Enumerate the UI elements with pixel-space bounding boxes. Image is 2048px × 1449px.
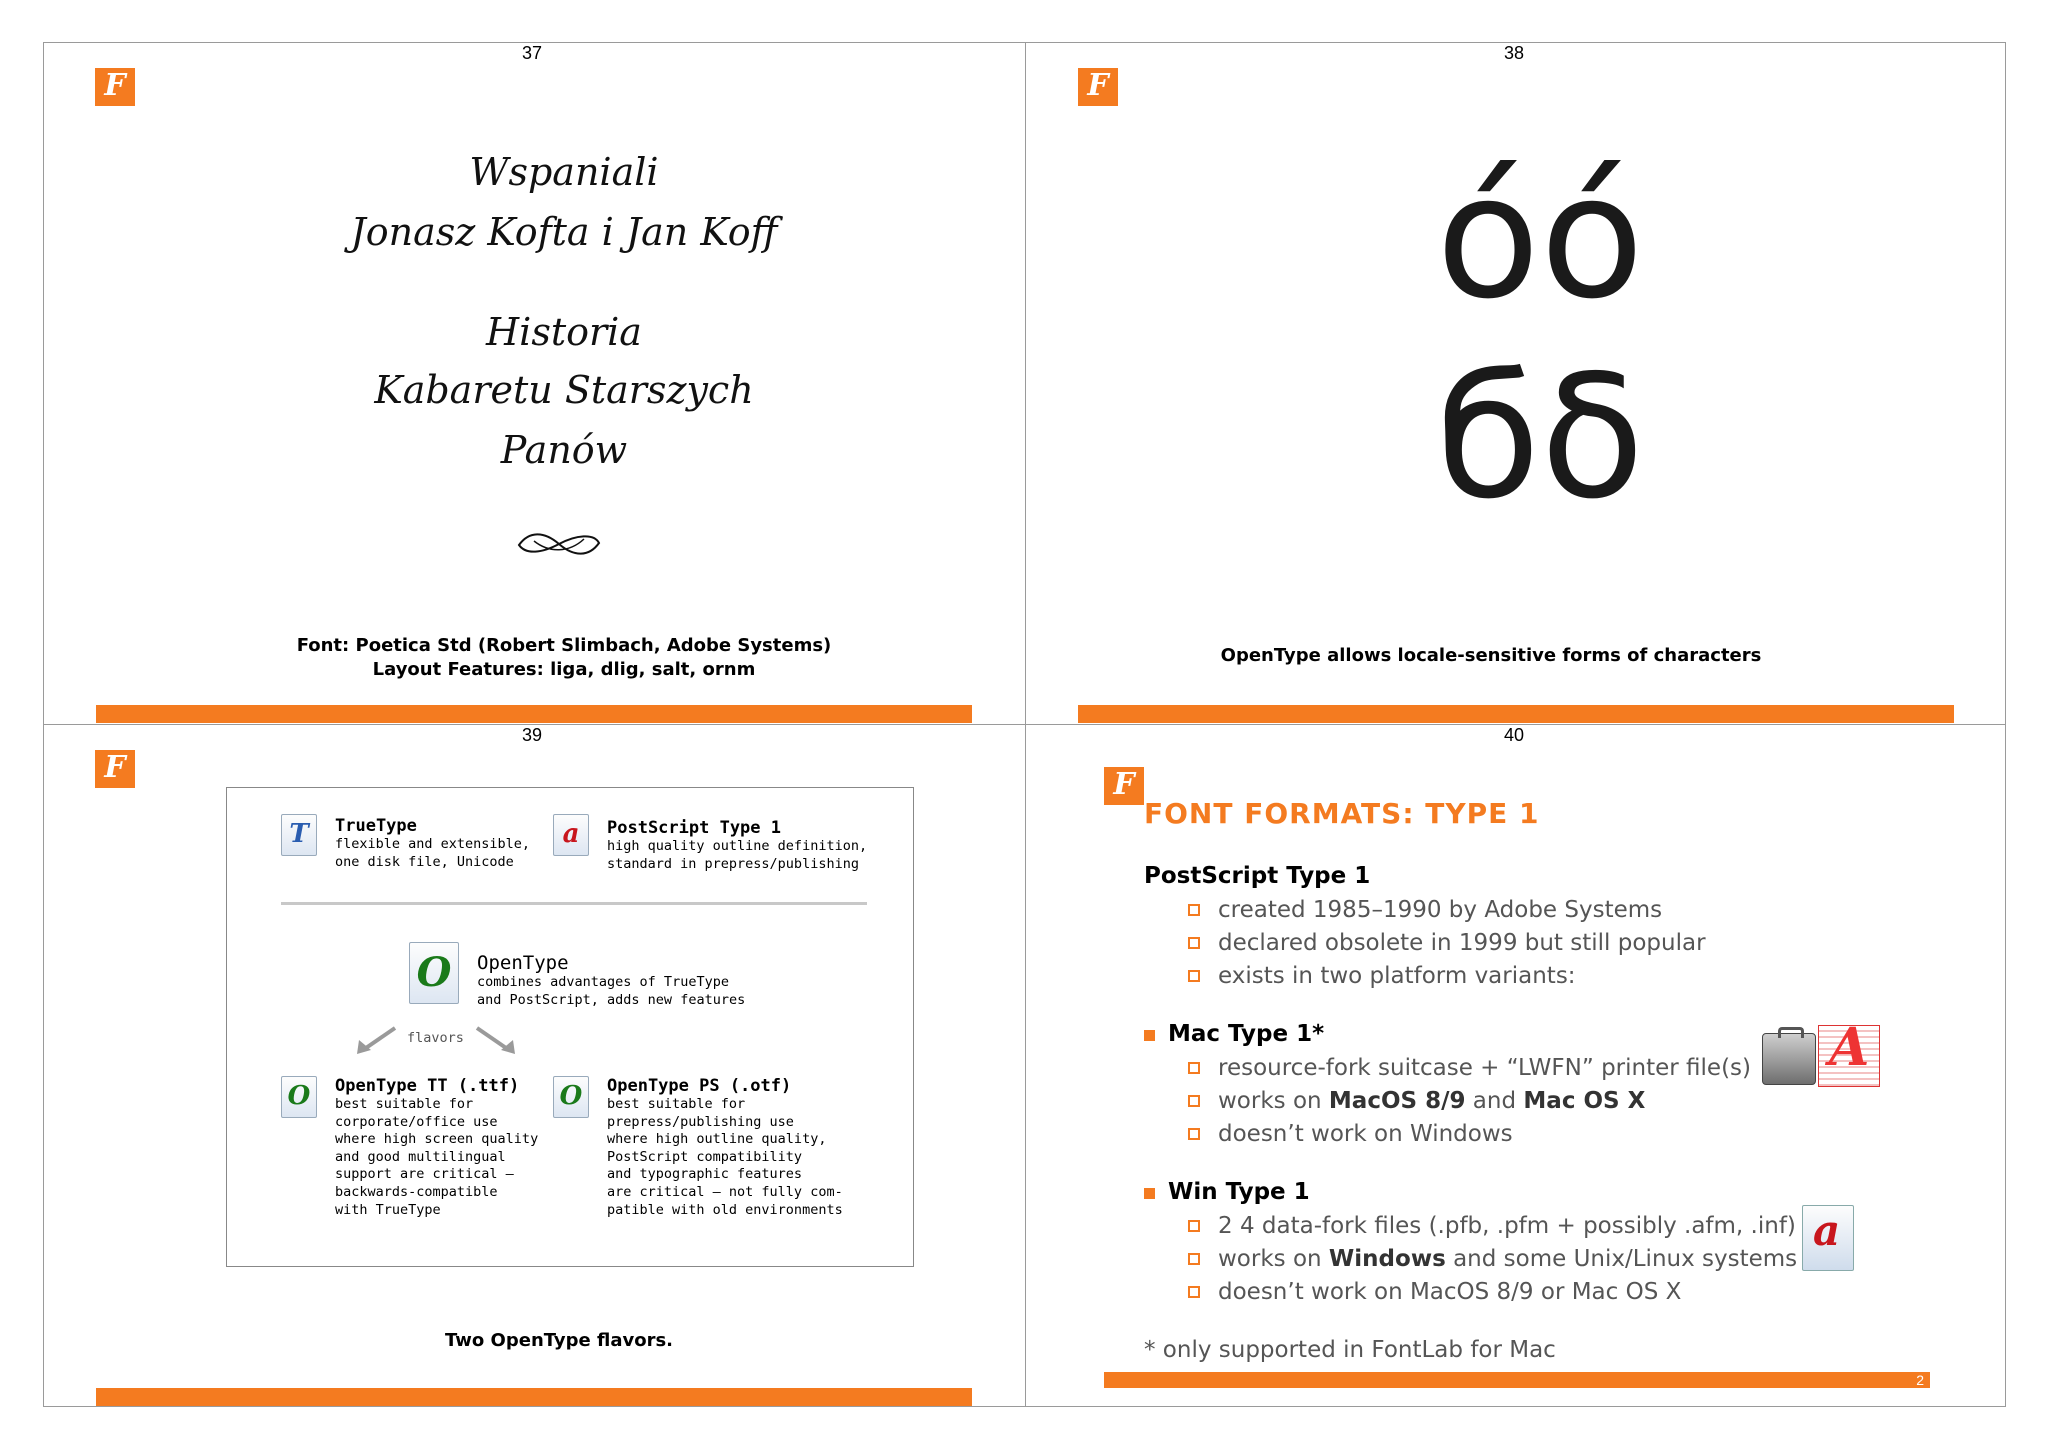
opentype-ps-title: OpenType PS (.otf) bbox=[607, 1076, 792, 1096]
mac-item-2: works on MacOS 8/9 and Mac OS X bbox=[1218, 1088, 1646, 1114]
script-line-1: Wspaniali bbox=[469, 150, 659, 194]
mac-printer-file-icon: A bbox=[1818, 1025, 1880, 1087]
left-arrow-icon bbox=[355, 1024, 399, 1056]
opentype-tt-title: OpenType TT (.ttf) bbox=[335, 1076, 520, 1096]
slide38-caption: OpenType allows locale-sensitive forms of characters bbox=[1220, 645, 1762, 666]
footnote: * only supported in FontLab for Mac bbox=[1144, 1337, 1556, 1363]
win-item-1: 2 4 data-fork files (.pfb, .pfm + possibly .afm, .inf) bbox=[1218, 1213, 1796, 1239]
slide-38 bbox=[1026, 43, 2005, 724]
page-number: 38 bbox=[1503, 43, 1525, 63]
logo-letter: F bbox=[1113, 767, 1135, 802]
flavors-label: flavors bbox=[407, 1030, 464, 1046]
page-number: 39 bbox=[521, 725, 543, 745]
orange-footer-bar bbox=[96, 705, 972, 723]
opentype-ps-file-icon: O bbox=[553, 1076, 589, 1118]
truetype-file-icon: T bbox=[281, 814, 317, 856]
truetype-title: TrueType bbox=[335, 816, 417, 836]
truetype-description: flexible and extensible, one disk file, Unicode bbox=[335, 836, 531, 870]
opentype-file-icon: O bbox=[409, 942, 459, 1004]
opentype-title: OpenType bbox=[477, 952, 569, 974]
logo-letter: F bbox=[1087, 68, 1109, 103]
footer-page-number: 2 bbox=[1916, 1372, 1924, 1388]
slide-40 bbox=[1026, 725, 2005, 1406]
orange-footer-bar bbox=[1078, 705, 1954, 723]
postscript-title: PostScript Type 1 bbox=[607, 818, 781, 838]
postscript-file-icon: a bbox=[553, 814, 589, 856]
slide-39 bbox=[44, 725, 1025, 1406]
mac-item-3: doesn’t work on Windows bbox=[1218, 1121, 1513, 1147]
logo-letter: F bbox=[104, 68, 126, 103]
logo-letter: F bbox=[104, 750, 126, 785]
opentype-description: combines advantages of TrueType and PostScript, adds new features bbox=[477, 974, 746, 1008]
script-line-2: Jonasz Kofta i Jan Koff bbox=[350, 210, 778, 254]
slide39-caption: Two OpenType flavors. bbox=[444, 1330, 674, 1351]
glyph-row-2: бδ bbox=[1435, 339, 1645, 537]
slide-title: FONT FORMATS: TYPE 1 bbox=[1144, 797, 1540, 830]
win-item-2: works on Windows and some Unix/Linux systems bbox=[1218, 1246, 1798, 1272]
mac-type1-heading: Mac Type 1* bbox=[1168, 1021, 1325, 1047]
fontlab-logo bbox=[1078, 68, 1118, 106]
mac-item-1: resource-fork suitcase + “LWFN” printer file(s) bbox=[1218, 1055, 1751, 1081]
opentype-tt-description: best suitable for corporate/office use where high screen quality and good multilingual support are critical — backwards-compatible with TrueType bbox=[335, 1096, 539, 1218]
intro-item-1: created 1985–1990 by Adobe Systems bbox=[1218, 897, 1663, 923]
postscript-type1-heading: PostScript Type 1 bbox=[1144, 863, 1371, 889]
right-arrow-icon bbox=[473, 1024, 517, 1056]
slide37-caption-line-2: Layout Features: liga, dlig, salt, ornm bbox=[372, 659, 756, 680]
page-number: 40 bbox=[1503, 725, 1525, 745]
win-type1-heading: Win Type 1 bbox=[1168, 1179, 1310, 1205]
slide-37 bbox=[44, 43, 1025, 724]
fontlab-logo bbox=[95, 750, 135, 788]
orange-footer-bar bbox=[1104, 1372, 1930, 1388]
ornament-icon bbox=[514, 527, 604, 561]
intro-item-2: declared obsolete in 1999 but still popular bbox=[1218, 930, 1706, 956]
opentype-flavors-figure bbox=[226, 787, 914, 1267]
fontlab-logo bbox=[95, 68, 135, 106]
figure-divider bbox=[281, 902, 867, 905]
opentype-tt-file-icon: O bbox=[281, 1076, 317, 1118]
page-number: 37 bbox=[521, 43, 543, 63]
mac-suitcase-icon bbox=[1762, 1017, 1878, 1087]
orange-footer-bar bbox=[96, 1388, 972, 1406]
script-line-3: Historia bbox=[486, 310, 642, 354]
slide37-caption-line-1: Font: Poetica Std (Robert Slimbach, Adobe Systems) bbox=[296, 635, 832, 656]
postscript-description: high quality outline definition, standard in prepress/publishing bbox=[607, 838, 868, 872]
opentype-ps-description: best suitable for prepress/publishing use where high outline quality, PostScript compatibility and typographic features are critical — not fully com- patible with old environments bbox=[607, 1096, 843, 1218]
script-line-4: Kabaretu Starszych bbox=[374, 368, 754, 412]
win-item-3: doesn’t work on MacOS 8/9 or Mac OS X bbox=[1218, 1279, 1682, 1305]
intro-item-3: exists in two platform variants: bbox=[1218, 963, 1576, 989]
win-type1-file-icon: a bbox=[1802, 1205, 1854, 1271]
glyph-row-1: όό bbox=[1435, 139, 1645, 337]
fontlab-logo bbox=[1104, 767, 1144, 805]
script-line-5: Panów bbox=[500, 428, 628, 472]
